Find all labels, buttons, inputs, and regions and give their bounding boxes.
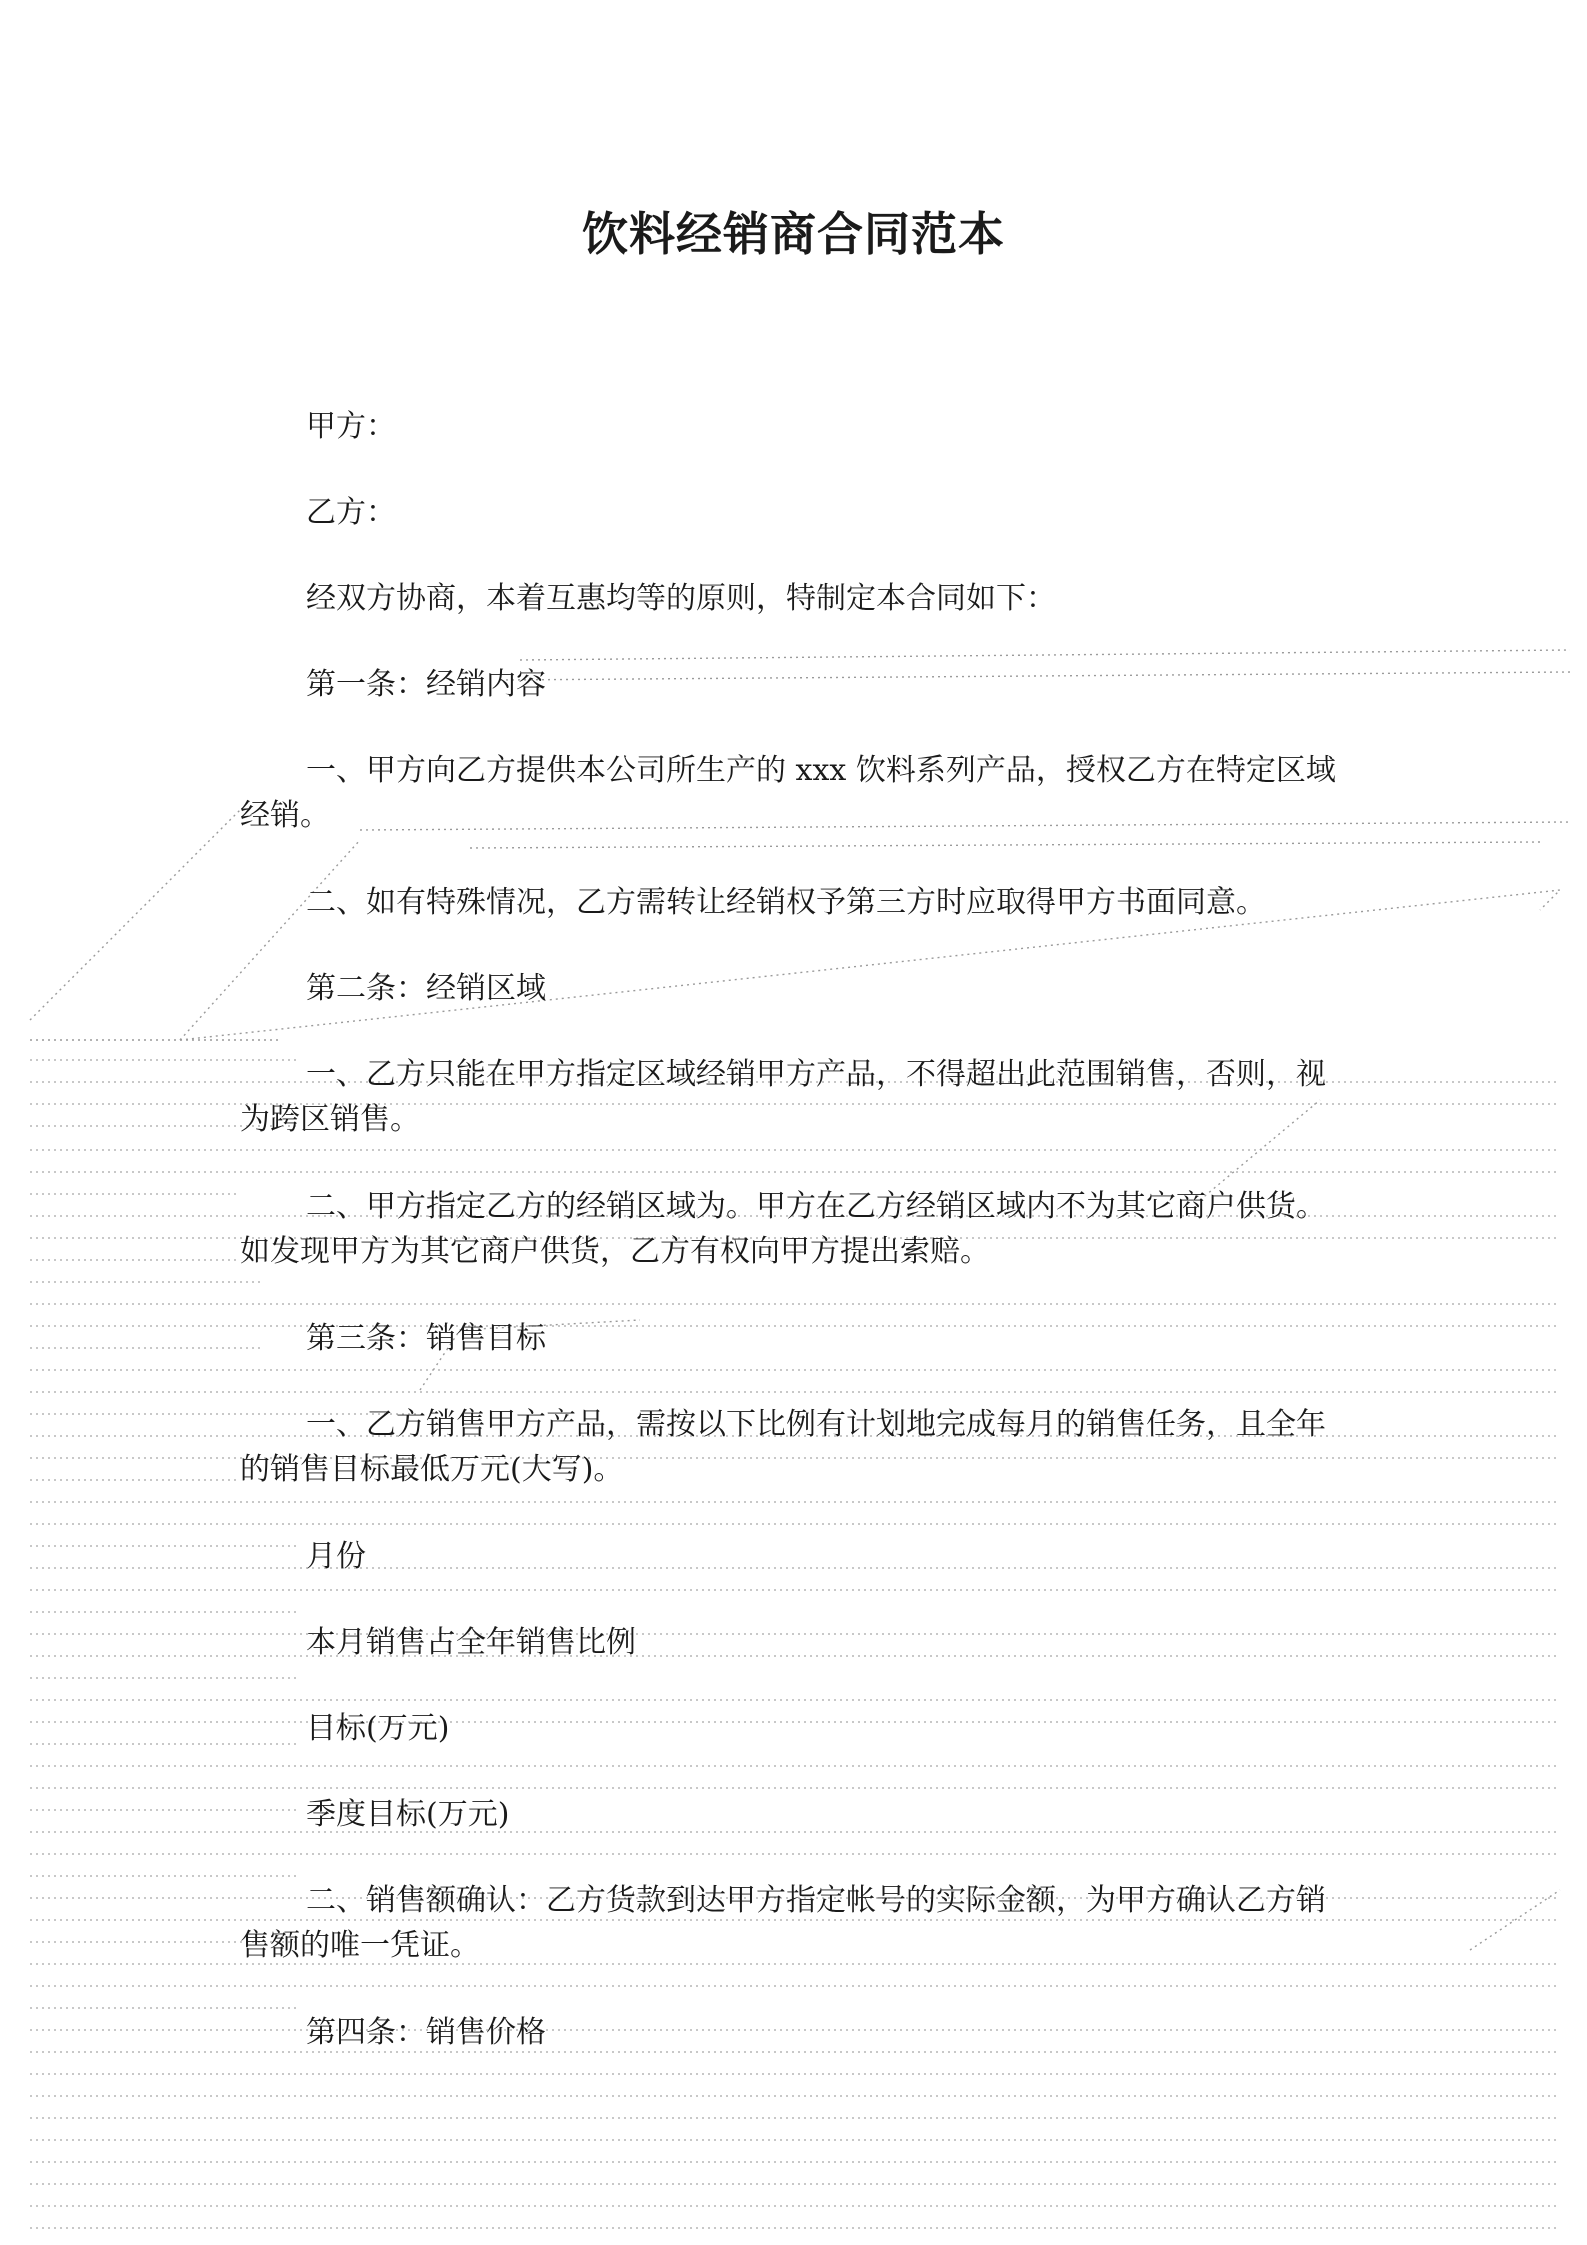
document-title: 饮料经销商合同范本	[582, 207, 1005, 261]
table-header-target: 目标(万元)	[306, 1711, 450, 1746]
table-header-monthly-ratio: 本月销售占全年销售比例	[306, 1625, 636, 1660]
article-1-clause-2: 二、如有特殊情况，乙方需转让经销权予第三方时应取得甲方书面同意。	[306, 885, 1266, 920]
article-3-clause-2: 二、销售额确认：乙方货款到达甲方指定帐号的实际金额，为甲方确认乙方销售额的唯一凭证。	[240, 1883, 1326, 1963]
article-2-heading: 第二条：经销区域	[306, 971, 546, 1006]
article-1-clause-1: 一、甲方向乙方提供本公司所生产的 xxx 饮料系列产品，授权乙方在特定区域经销。	[240, 753, 1336, 833]
table-header-month: 月份	[306, 1539, 366, 1574]
article-3-clause-1: 一、乙方销售甲方产品，需按以下比例有计划地完成每月的销售任务，且全年的销售目标最低万元(大写)。	[240, 1407, 1326, 1487]
party-a-line: 甲方：	[306, 409, 396, 444]
article-4-heading: 第四条：销售价格	[306, 2015, 546, 2050]
party-b-line: 乙方：	[306, 495, 396, 530]
article-2-clause-1: 一、乙方只能在甲方指定区域经销甲方产品，不得超出此范围销售，否则，视为跨区销售。	[240, 1057, 1326, 1137]
article-1-heading: 第一条：经销内容	[306, 667, 546, 702]
table-header-quarter-target: 季度目标(万元)	[306, 1797, 510, 1832]
preamble-paragraph: 经双方协商，本着互惠均等的原则，特制定本合同如下：	[306, 581, 1056, 616]
article-2-clause-2: 二、甲方指定乙方的经销区域为。甲方在乙方经销区域内不为其它商户供货。如发现甲方为其它商户供货，乙方有权向甲方提出索赔。	[240, 1189, 1326, 1269]
article-3-heading: 第三条：销售目标	[306, 1321, 546, 1356]
